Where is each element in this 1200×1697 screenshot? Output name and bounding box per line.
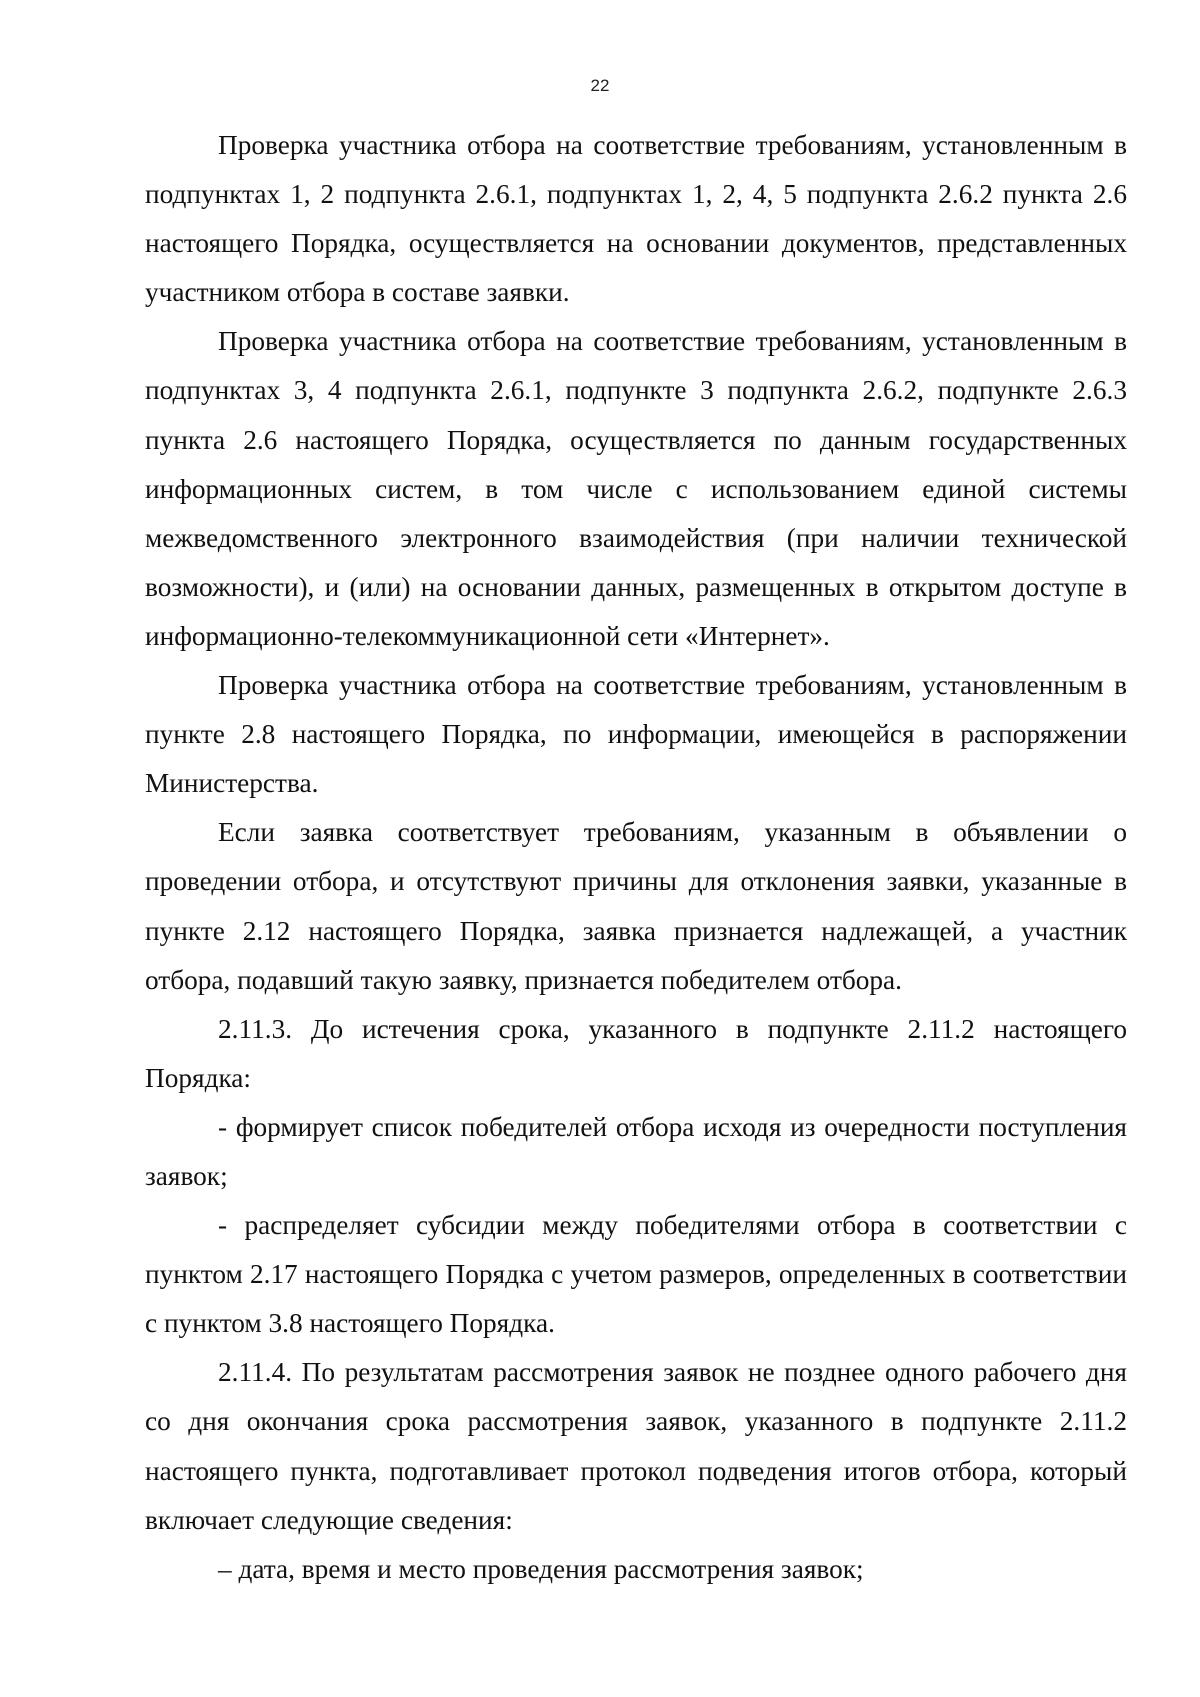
paragraph-verification-state-systems: Проверка участника отбора на соответствие требованиям, установленным в подпунктах 3, 4 подпункта 2.6.1, подпункте 3 подпункта 2.6.2, подпункте 2.6.3 пункта 2.6 настоящего Порядка, осуществляется по данным государственных информационных систем, в том числе с использованием единой системы межведомственного электронного взаимодействия (при наличии технической возможности), и (или) на основании данных, размещенных в открытом доступе в информационно-телекоммуникационной сети «Интернет». (145, 326, 1127, 651)
list-item-winners-list: - формирует список победителей отбора исходя из очередности поступления заявок; (145, 1111, 1127, 1191)
list-item-distribute-subsidies: - распределяет субсидии между победителями отбора в соответствии с пунктом 2.17 настоящего Порядка с учетом размеров, определенных в соответствии с пунктом 3.8 настоящего Порядка. (145, 1210, 1127, 1339)
paragraph-verification-ministry: Проверка участника отбора на соответствие требованиям, установленным в пункте 2.8 настоящего Порядка, по информации, имеющейся в распоряжении Министерства. (145, 670, 1127, 799)
page-number: 22 (590, 76, 610, 95)
paragraph-verification-documents: Проверка участника отбора на соответствие требованиям, установленным в подпунктах 1, 2 подпункта 2.6.1, подпунктах 1, 2, 4, 5 подпункта 2.6.2 пункта 2.6 настоящего Порядка, осуществляется на основании документов, представленных участником отбора в составе заявки. (145, 130, 1127, 308)
paragraph-winner-criteria: Если заявка соответствует требованиям, указанным в объявлении о проведении отбора, и отсутствуют причины для отклонения заявки, указанные в пункте 2.12 настоящего Порядка, заявка признается надлежащей, а участник отбора, подавший такую заявку, признается победителем отбора. (145, 817, 1127, 995)
list-item-date-time-place: – дата, время и место проведения рассмотрения заявок; (218, 1553, 864, 1584)
document-body (145, 121, 1127, 1594)
paragraph-2-11-3: 2.11.3. До истечения срока, указанного в подпункте 2.11.2 настоящего Порядка: (145, 1013, 1127, 1093)
paragraph-2-11-4: 2.11.4. По результатам рассмотрения заявок не позднее одного рабочего дня со дня окончания срока рассмотрения заявок, указанного в подпункте 2.11.2 настоящего пункта, подготавливает протокол подведения итогов отбора, который включает следующие сведения: (145, 1357, 1127, 1535)
